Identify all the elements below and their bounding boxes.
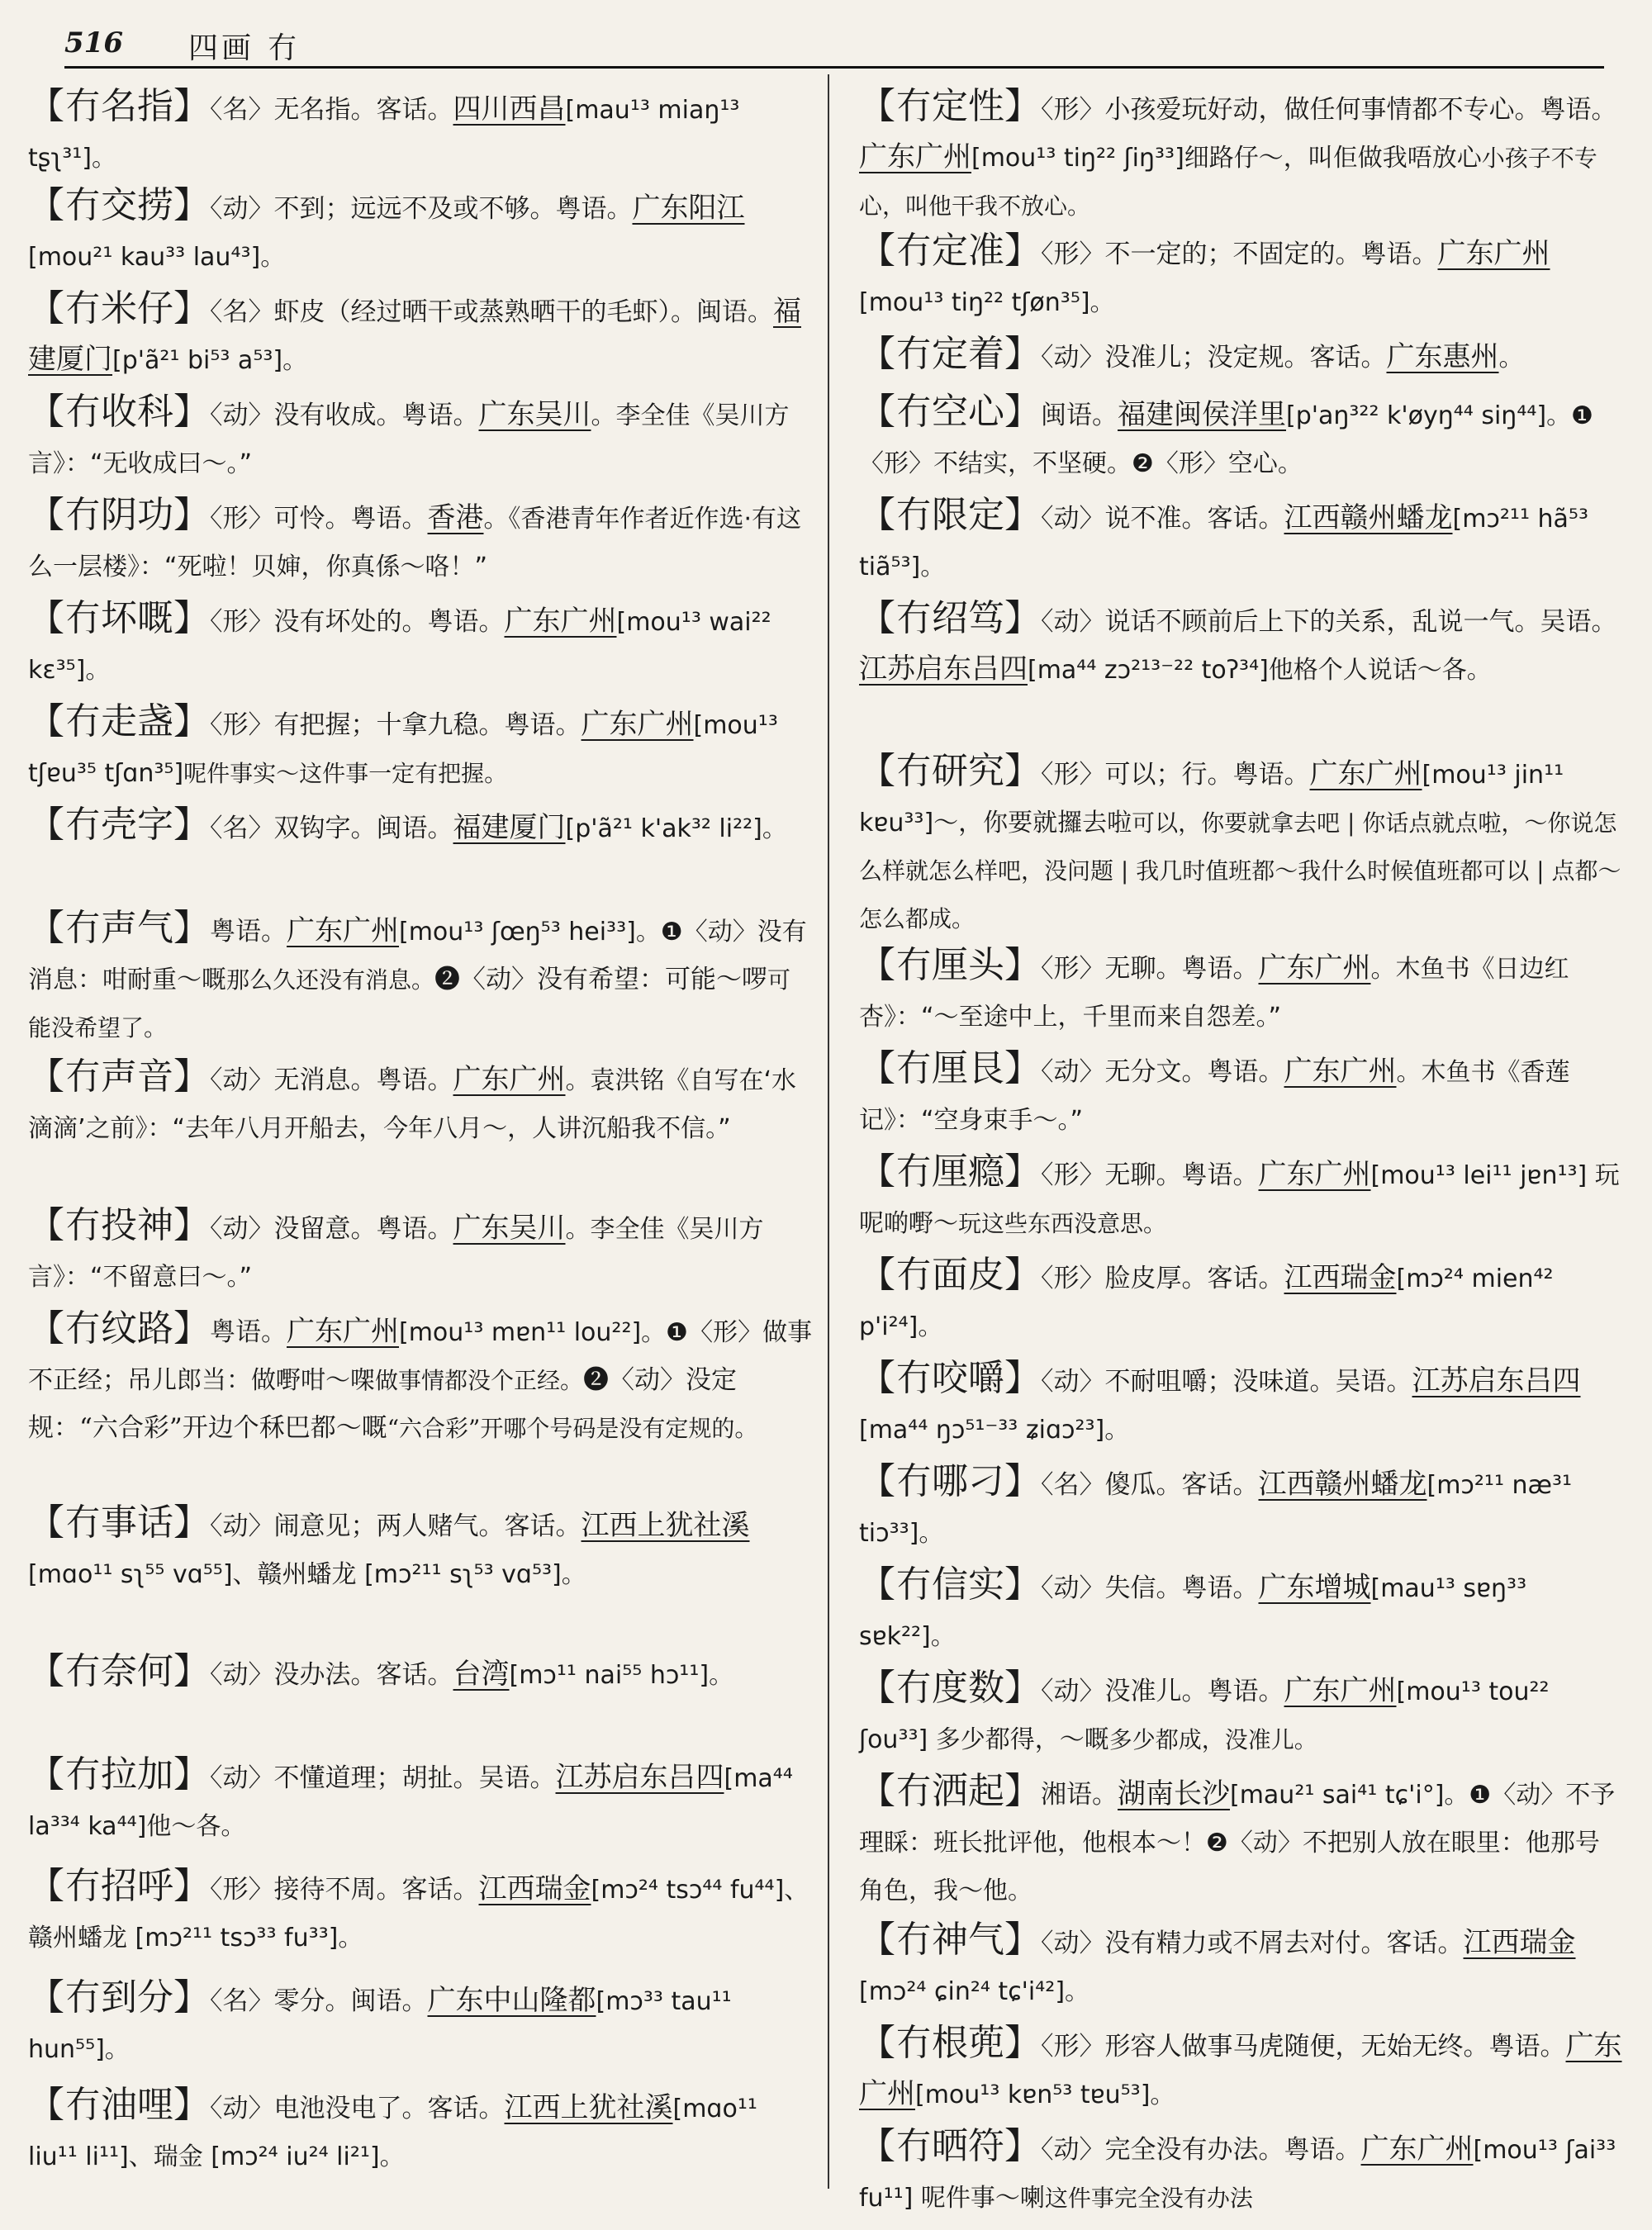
entry-gloss: 可以，你要就拿去吧 | 你话点就点啦，～你说怎么样就怎么样吧，没问题 | 我几时值班都～我什么时候值班都可以 | 点都～怎么都成。 (859, 809, 1621, 932)
entry-pronunciation: [mɔ²¹¹ næ³¹ tiɔ³³]。 (859, 1471, 1573, 1548)
dialect-location: 江西瑞金 (1284, 1261, 1397, 1294)
dialect-location: 江西上犹社溪 (504, 2091, 673, 2124)
dialect-location: 广东广州 (859, 140, 971, 173)
entry-gloss-2: “六合彩”开哪个号码是没有定规的。 (387, 1415, 758, 1442)
entry-definition: 〈名〉傻瓜。客话。 (1041, 1470, 1259, 1500)
entry-definition: 〈名〉无名指。客话。 (210, 95, 453, 125)
entry-pronunciation: [mou¹³ tʃɐu³⁵ tʃɑn³⁵] (28, 711, 778, 788)
entry-definition: 〈形〉无聊。粤语。 (1041, 1160, 1259, 1190)
dictionary-entry (859, 83, 1623, 230)
entry-pronunciation: [mɔ²⁴ mien⁴² p'i²⁴]。 (859, 1264, 1554, 1341)
dialect-location: 广东惠州 (1386, 340, 1499, 373)
entry-definition: 〈形〉接待不周。客话。 (210, 1875, 479, 1905)
dialect-location: 广东增城 (1258, 1571, 1371, 1604)
entry-pronunciation: [mou¹³ jin¹¹ kɐu³³]～，你要就攞去啦 (859, 761, 1564, 837)
dialect-location: 广东广州 (453, 1063, 566, 1096)
dialect-location: 江西上犹社溪 (581, 1509, 750, 1542)
column-divider (828, 74, 829, 2189)
dictionary-entry (28, 1648, 813, 1699)
entry-pronunciation: [mou¹³ tiŋ²² tʃøn³⁵]。 (859, 288, 1115, 317)
entry-pronunciation: 。袁洪铭《自写在‘水滴滴’之前》：“去年八月开船去，今年八月～，人讲沉船我不信。” (28, 1066, 797, 1143)
headword: 【冇晒符】 (859, 2125, 1041, 2167)
dictionary-entry (28, 904, 813, 1051)
entry-definition: 〈动〉说话不顾前后上下的关系，乱说一气。吴语。 (1041, 607, 1617, 637)
entry-definition: 粤语。 (210, 1317, 287, 1347)
dictionary-entry (859, 1916, 1623, 2015)
headword: 【冇定准】 (859, 230, 1041, 272)
dictionary-entry (28, 1974, 813, 2073)
headword: 【冇壳字】 (28, 804, 210, 846)
entry-pronunciation: [mɔ³³ tau¹¹ hun⁵⁵]。 (28, 1987, 732, 2064)
entry-definition: 〈形〉可以；行。粤语。 (1041, 760, 1310, 790)
dictionary-entry (28, 1862, 813, 1962)
entry-pronunciation: 。木鱼书《香莲记》：“空身束手～。” (859, 1058, 1570, 1135)
headword: 【冇到分】 (28, 1976, 210, 2019)
dictionary-entry (859, 330, 1623, 382)
dictionary-entry (28, 1305, 813, 1452)
dialect-location: 广东中山隆都 (427, 1984, 596, 2017)
entry-definition: 〈动〉没有收成。粤语。 (210, 401, 479, 430)
entry-sense-2: ❷〈动〉没定规：“六合彩”开边个秝巴都～嘅 (28, 1365, 738, 1443)
entry-definition: 〈动〉不耐咀嚼；没味道。吴语。 (1041, 1367, 1412, 1397)
dictionary-entry (859, 1148, 1623, 1247)
headword: 【冇根蔸】 (859, 2022, 1041, 2064)
dialect-location: 广东广州 (859, 2029, 1622, 2110)
entry-definition: 〈形〉脸皮厚。客话。 (1041, 1264, 1284, 1293)
entry-pronunciation: [mou¹³ mɐn¹¹ lou²²]。❶〈形〉做事不正经；吊儿郎当：做嘢咁～㗎 (28, 1318, 813, 1395)
entry-gloss: 呢件事实～这件事一定有把握。 (183, 760, 508, 787)
dialect-location: 四川西昌 (453, 93, 566, 126)
entry-definition: 〈形〉形容人做事马虎随便，无始无终。粤语。 (1041, 2032, 1566, 2062)
section-title: 四画 冇 (188, 31, 301, 65)
dialect-location: 广东吴川 (478, 398, 591, 431)
headword: 【冇研究】 (859, 750, 1041, 792)
headword: 【冇洒起】 (859, 1770, 1041, 1812)
dictionary-entry (859, 1767, 1623, 1914)
dialect-location: 广东广州 (287, 914, 399, 947)
entry-definition: 〈动〉没办法。客话。 (210, 1660, 453, 1690)
dialect-location: 广东广州 (1284, 1055, 1397, 1088)
entry-pronunciation: [mou¹³ lei¹¹ jɐn¹³] 玩呢啲嘢～ (859, 1161, 1620, 1238)
dialect-location: 广东广州 (287, 1315, 399, 1348)
dialect-location: 广东广州 (1360, 2133, 1474, 2166)
entry-definition: 〈名〉虾皮（经过晒干或蒸熟晒干的毛虾）。闽语。 (210, 297, 773, 327)
dictionary-entry (859, 1561, 1623, 1660)
dictionary-entry (859, 1045, 1623, 1144)
headword: 【冇哪刁】 (859, 1460, 1041, 1502)
entry-definition: 〈动〉无消息。粤语。 (210, 1065, 453, 1095)
dialect-location: 广东广州 (1284, 1674, 1397, 1707)
dictionary-entry (28, 182, 813, 281)
entry-definition: 〈形〉无聊。粤语。 (1041, 954, 1259, 984)
dialect-location: 广东广州 (1258, 1158, 1371, 1191)
dialect-location: 江西赣州蟠龙 (1284, 501, 1453, 534)
headword: 【冇名指】 (28, 85, 210, 127)
entry-pronunciation: [p'ã²¹ bi⁵³ a⁵³]。 (112, 346, 308, 375)
dialect-location: 福建厦门 (28, 295, 801, 376)
headword: 【冇奈何】 (28, 1650, 210, 1692)
entry-definition: 〈动〉不到；远远不及或不够。粤语。 (210, 194, 633, 224)
dictionary-entry (859, 2123, 1623, 2222)
headword: 【冇定性】 (859, 85, 1041, 127)
dictionary-entry (859, 942, 1623, 1041)
dialect-location: 广东广州 (504, 605, 617, 638)
dialect-location: 江西赣州蟠龙 (1258, 1468, 1427, 1501)
entry-definition: 〈动〉闹意见；两人赌气。客话。 (210, 1511, 582, 1541)
headword: 【冇收科】 (28, 391, 210, 433)
entry-gloss-2: 可能没希望了。 (28, 966, 791, 1041)
headword: 【冇信实】 (859, 1563, 1041, 1606)
dialect-location: 香港 (427, 501, 484, 534)
entry-sense-2: ❷〈动〉没有希望：可能～啰 (434, 965, 768, 994)
headword: 【冇油哩】 (28, 2084, 210, 2126)
dictionary-entry (28, 2081, 813, 2180)
dictionary-entry (28, 491, 813, 591)
entry-pronunciation: [mɑo¹¹ liu¹¹ li¹¹]、瑞金 [mɔ²⁴ iu²⁴ li²¹]。 (28, 2095, 757, 2171)
dialect-location: 江西瑞金 (478, 1872, 591, 1905)
entry-pronunciation: [mou¹³ kɐn⁵³ tɐu⁵³]。 (915, 2081, 1175, 2109)
entry-gloss: 多少都成，没准儿。 (1108, 1726, 1317, 1753)
dictionary-entry (859, 1664, 1623, 1763)
entry-definition: 粤语。 (210, 917, 287, 947)
dialect-location: 广东吴川 (453, 1212, 566, 1245)
header-rule (64, 66, 1604, 69)
page-header (64, 23, 1586, 66)
headword: 【冇招呼】 (28, 1865, 210, 1907)
entry-pronunciation: [mou¹³ wai²² kɛ³⁵]。 (28, 608, 771, 685)
entry-gloss: 做事情都没个正经。 (375, 1367, 584, 1394)
dialect-location: 台湾 (453, 1658, 510, 1691)
entry-pronunciation: [mau²¹ sai⁴¹ tɕ'i°]。❶〈动〉不予理睬：班长批评他，他根本～！❷〈动〉不把别人放在眼里：他那号角色，我～他。 (859, 1781, 1616, 1905)
entry-pronunciation: [mɔ²¹¹ hã⁵³ tiã⁵³]。 (859, 505, 1588, 581)
dictionary-entry (28, 595, 813, 694)
dialect-location: 江西瑞金 (1463, 1926, 1576, 1959)
headword: 【冇拉加】 (28, 1753, 210, 1796)
entry-pronunciation: [mɔ²⁴ ɕin²⁴ tɕ'i⁴²]。 (859, 1977, 1090, 2006)
dictionary-entry (859, 595, 1623, 694)
headword: 【冇厘艮】 (859, 1047, 1041, 1089)
headword: 【冇神气】 (859, 1919, 1041, 1961)
dictionary-entry (28, 285, 813, 384)
headword: 【冇面皮】 (859, 1254, 1041, 1296)
dictionary-entry (28, 1751, 813, 1850)
headword: 【冇厘瘾】 (859, 1151, 1041, 1193)
headword: 【冇投神】 (28, 1204, 210, 1246)
entry-pronunciation: [mɔ¹¹ nai⁵⁵ hɔ¹¹]。 (509, 1661, 734, 1690)
entry-definition: 〈动〉完全没有办法。粤语。 (1041, 2135, 1361, 2165)
entry-pronunciation: 。李全佳《吴川方言》：“不留意曰～。” (28, 1215, 764, 1292)
dialect-location: 福建厦门 (453, 811, 566, 844)
headword: 【冇定着】 (859, 333, 1041, 375)
headword: 【冇声音】 (28, 1056, 210, 1098)
headword: 【冇限定】 (859, 494, 1041, 536)
dialect-location: 江苏启东吕四 (555, 1761, 724, 1794)
headword: 【冇事话】 (28, 1502, 210, 1544)
headword: 【冇纹路】 (28, 1307, 210, 1350)
dictionary-entry (28, 388, 813, 487)
entry-pronunciation: [mɔ²⁴ tsɔ⁴⁴ fu⁴⁴]、赣州蟠龙 [mɔ²¹¹ tsɔ³³ fu³³]。 (28, 1876, 809, 1952)
entry-gloss: 小孩子不专心，叫他干我不放心。 (859, 145, 1597, 220)
entry-pronunciation: 。木鱼书《日边红杏》：“～至途中上，千里而来自怨差。” (859, 955, 1569, 1032)
entry-pronunciation: [mau¹³ sɐŋ³³ sɐk²²]。 (859, 1574, 1527, 1651)
entry-pronunciation: [mou¹³ tou²² ʃou³³] 多少都得，～嘅 (859, 1677, 1550, 1754)
entry-definition: 〈形〉可怜。粤语。 (210, 504, 428, 534)
entry-gloss: 那么久还没有消息。 (226, 966, 435, 994)
dictionary-entry (28, 801, 813, 852)
dialect-location: 广东广州 (581, 708, 694, 741)
entry-pronunciation: [mou²¹ kau³³ lau⁴³]。 (28, 243, 286, 272)
headword: 【冇米仔】 (28, 287, 210, 330)
entry-pronunciation: [ma⁴⁴ la³³⁴ ka⁴⁴]他～各。 (28, 1764, 793, 1841)
entry-definition: 〈动〉无分文。粤语。 (1041, 1057, 1284, 1087)
dialect-location: 江苏启东吕四 (859, 652, 1028, 686)
entry-definition: 〈动〉没留意。粤语。 (210, 1214, 453, 1244)
entry-pronunciation: [mau¹³ miaŋ¹³ tʂʅ³¹]。 (28, 96, 740, 173)
headword: 【冇走盏】 (28, 700, 210, 743)
dictionary-entry (859, 227, 1623, 326)
entry-pronunciation: [mou¹³ tiŋ²² ʃiŋ³³]细路仔～，叫佢做我唔放心 (971, 144, 1482, 173)
headword: 【冇阴功】 (28, 494, 210, 536)
dictionary-entry (859, 1458, 1623, 1557)
entry-definition: 〈动〉电池没电了。客话。 (210, 2094, 505, 2123)
dictionary-entry (859, 388, 1623, 487)
entry-definition: 〈形〉不一定的；不固定的。粤语。 (1041, 240, 1438, 269)
dialect-location: 广东广州 (1309, 757, 1422, 790)
entry-pronunciation: [p'aŋ³²² k'øyŋ⁴⁴ siŋ⁴⁴]。❶〈形〉不结实，不坚硬。❷〈形〉空心。 (859, 401, 1593, 478)
dictionary-entry (859, 1355, 1623, 1454)
entry-definition: 闽语。 (1041, 401, 1118, 430)
entry-gloss: 这件事完全没有办法 (1044, 2185, 1253, 2212)
dictionary-entry (28, 1499, 813, 1598)
headword: 【冇绍笃】 (859, 597, 1041, 639)
entry-pronunciation: [ma⁴⁴ ŋɔ⁵¹⁻³³ ʑiɑɔ²³]。 (859, 1416, 1130, 1445)
entry-definition: 湘语。 (1041, 1780, 1118, 1810)
entry-definition: 〈动〉没有精力或不屑去对付。客话。 (1041, 1929, 1464, 1958)
entry-definition: 〈动〉没准儿；没定规。客话。 (1041, 343, 1387, 372)
entry-pronunciation: 。李全佳《吴川方言》：“无收成曰～。” (28, 401, 790, 478)
dictionary-entry (28, 1053, 813, 1152)
dialect-location: 广东广州 (1437, 237, 1550, 270)
dictionary-entry (859, 747, 1623, 942)
headword: 【冇空心】 (859, 391, 1041, 433)
entry-definition: 〈动〉失信。粤语。 (1041, 1573, 1259, 1603)
dictionary-entry (28, 1202, 813, 1301)
headword: 【冇坏嘅】 (28, 597, 210, 639)
headword: 【冇咬嚼】 (859, 1357, 1041, 1399)
dictionary-entry (859, 491, 1623, 591)
entry-pronunciation: [mɑo¹¹ sʅ⁵⁵ vɑ⁵⁵]、赣州蟠龙 [mɔ²¹¹ sʅ⁵³ vɑ⁵³]。 (28, 1560, 586, 1589)
dictionary-entry (28, 698, 813, 797)
page-number: 516 (64, 26, 123, 59)
entry-definition: 〈动〉不懂道理；胡扯。吴语。 (210, 1763, 556, 1793)
dialect-location: 福建闽侯洋里 (1118, 398, 1286, 431)
headword: 【冇声气】 (28, 907, 210, 949)
dialect-location: 湖南长沙 (1118, 1777, 1230, 1810)
dictionary-entry (28, 83, 813, 182)
entry-definition: 〈动〉说不准。客话。 (1041, 504, 1284, 534)
entry-pronunciation: [mou¹³ ʃœŋ⁵³ hei³³]。❶〈动〉没有消息：咁耐重～嘅 (28, 918, 807, 994)
entry-pronunciation: [mou¹³ ʃai³³ fu¹¹] 呢件事～喇 (859, 2136, 1616, 2213)
entry-pronunciation: 。 (1498, 344, 1524, 372)
entry-definition: 〈形〉小孩爱玩好动，做任何事情都不专心。粤语。 (1041, 95, 1617, 125)
entry-gloss: 玩这些东西没意思。 (958, 1210, 1167, 1237)
dialect-location: 广东广州 (1258, 951, 1371, 985)
headword: 【冇度数】 (859, 1667, 1041, 1709)
entry-definition: 〈形〉没有坏处的。粤语。 (210, 607, 505, 637)
entry-definition: 〈动〉没准儿。粤语。 (1041, 1677, 1284, 1706)
headword: 【冇交捞】 (28, 184, 210, 226)
entry-pronunciation: 。《香港青年作者近作选·有这么一层楼》：“死啦！贝婶，你真係～咯！” (28, 505, 802, 581)
entry-definition: 〈名〉零分。闽语。 (210, 1986, 428, 2016)
dictionary-entry (859, 1251, 1623, 1350)
entry-pronunciation: [ma⁴⁴ zɔ²¹³⁻²² toʔ³⁴]他格个人说话～各。 (1028, 656, 1492, 685)
entry-definition: 〈形〉有把握；十拿九稳。粤语。 (210, 710, 582, 740)
headword: 【冇厘头】 (859, 944, 1041, 986)
dialect-location: 江苏启东吕四 (1412, 1364, 1581, 1397)
entry-definition: 〈名〉双钩字。闽语。 (210, 814, 453, 843)
dialect-location: 广东阳江 (632, 192, 745, 225)
entry-pronunciation: [p'ã²¹ k'ak³² li²²]。 (565, 814, 787, 843)
dictionary-entry (859, 2019, 1623, 2118)
